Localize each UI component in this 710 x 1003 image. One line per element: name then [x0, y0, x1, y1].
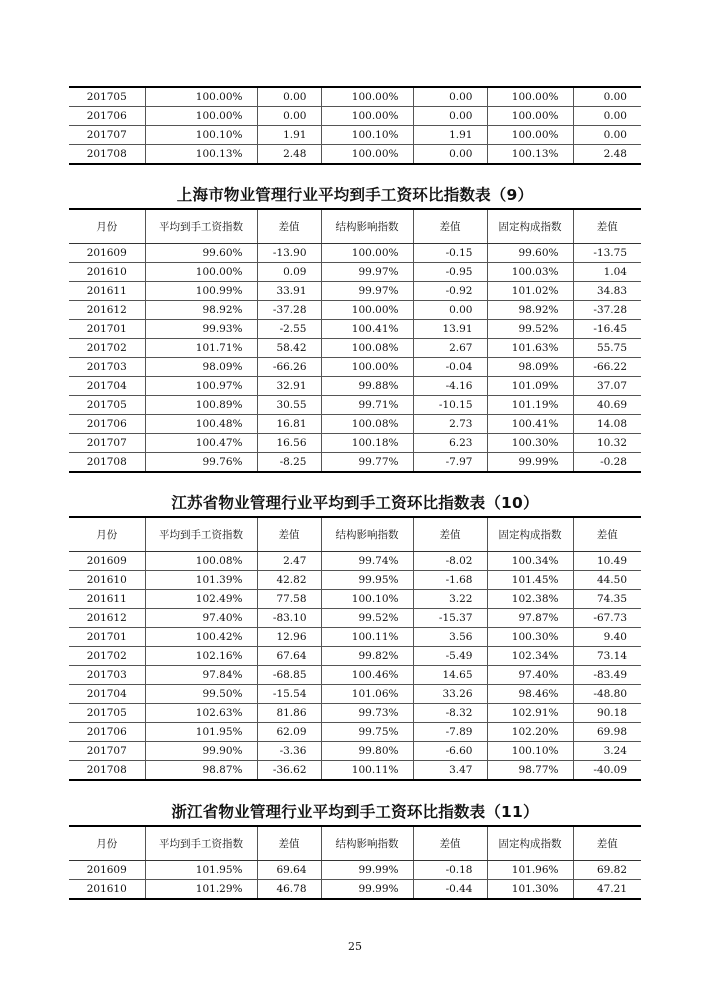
- value-cell: 3.56: [413, 628, 487, 647]
- value-cell: 99.99%: [487, 453, 573, 473]
- column-header: 固定构成指数: [487, 826, 573, 861]
- table-header-row: [69, 209, 641, 244]
- value-cell: 100.00%: [321, 107, 413, 126]
- table-row: [69, 339, 641, 358]
- value-cell: 10.49: [573, 552, 641, 571]
- column-header: 月份: [69, 209, 145, 244]
- value-cell: 99.90%: [145, 742, 257, 761]
- value-cell: 32.91: [257, 377, 321, 396]
- value-cell: 55.75: [573, 339, 641, 358]
- value-cell: -83.10: [257, 609, 321, 628]
- column-header: 差值: [257, 826, 321, 861]
- table-title: 上海市物业管理行业平均到手工资环比指数表（9）: [176, 186, 534, 204]
- value-cell: 99.80%: [321, 742, 413, 761]
- value-cell: 99.97%: [321, 282, 413, 301]
- table-row: [69, 453, 641, 473]
- table-title: 江苏省物业管理行业平均到手工资环比指数表（10）: [171, 494, 539, 512]
- value-cell: 100.99%: [145, 282, 257, 301]
- value-cell: 34.83: [573, 282, 641, 301]
- month-cell: 201701: [69, 628, 145, 647]
- column-header: 平均到手工资指数: [145, 209, 257, 244]
- value-cell: 97.87%: [487, 609, 573, 628]
- value-cell: -37.28: [573, 301, 641, 320]
- value-cell: 101.02%: [487, 282, 573, 301]
- value-cell: 99.77%: [321, 453, 413, 473]
- value-cell: -0.18: [413, 861, 487, 880]
- value-cell: 100.03%: [487, 263, 573, 282]
- value-cell: -2.55: [257, 320, 321, 339]
- value-cell: 98.77%: [487, 761, 573, 781]
- value-cell: 81.86: [257, 704, 321, 723]
- value-cell: 14.08: [573, 415, 641, 434]
- month-cell: 201610: [69, 263, 145, 282]
- value-cell: 99.99%: [321, 880, 413, 900]
- value-cell: 1.91: [413, 126, 487, 145]
- value-cell: 3.24: [573, 742, 641, 761]
- value-cell: 99.95%: [321, 571, 413, 590]
- value-cell: 100.10%: [321, 590, 413, 609]
- month-cell: 201707: [69, 742, 145, 761]
- value-cell: 100.13%: [487, 145, 573, 165]
- value-cell: 100.41%: [321, 320, 413, 339]
- value-cell: 99.60%: [487, 244, 573, 263]
- value-cell: 100.00%: [321, 358, 413, 377]
- month-cell: 201701: [69, 320, 145, 339]
- column-header: 差值: [413, 209, 487, 244]
- value-cell: 99.93%: [145, 320, 257, 339]
- table-row: [69, 861, 641, 880]
- column-header: 差值: [413, 517, 487, 552]
- table-row: [69, 358, 641, 377]
- value-cell: 2.47: [257, 552, 321, 571]
- value-cell: 100.30%: [487, 434, 573, 453]
- value-cell: -68.85: [257, 666, 321, 685]
- value-cell: 99.52%: [487, 320, 573, 339]
- value-cell: 99.52%: [321, 609, 413, 628]
- value-cell: 99.60%: [145, 244, 257, 263]
- value-cell: 0.00: [573, 126, 641, 145]
- table-header-row: [69, 517, 641, 552]
- value-cell: 100.10%: [145, 126, 257, 145]
- month-cell: 201704: [69, 377, 145, 396]
- value-cell: 99.73%: [321, 704, 413, 723]
- value-cell: 102.91%: [487, 704, 573, 723]
- column-header: 月份: [69, 826, 145, 861]
- value-cell: -5.49: [413, 647, 487, 666]
- value-cell: 0.00: [413, 107, 487, 126]
- value-cell: 0.00: [413, 87, 487, 107]
- column-header: 结构影响指数: [321, 517, 413, 552]
- value-cell: 100.34%: [487, 552, 573, 571]
- month-cell: 201708: [86, 456, 127, 468]
- value-cell: -0.95: [413, 263, 487, 282]
- column-header: 月份: [69, 517, 145, 552]
- value-cell: 101.95%: [145, 861, 257, 880]
- table-row: [69, 434, 641, 453]
- month-cell: 201706: [69, 723, 145, 742]
- value-cell: 100.08%: [145, 552, 257, 571]
- table-row: [69, 590, 641, 609]
- value-cell: 100.00%: [145, 107, 257, 126]
- column-header: 结构影响指数: [321, 209, 413, 244]
- value-cell: 100.10%: [321, 126, 413, 145]
- value-cell: 100.97%: [145, 377, 257, 396]
- column-header: 差值: [257, 209, 321, 244]
- value-cell: 3.22: [413, 590, 487, 609]
- value-cell: 33.26: [413, 685, 487, 704]
- value-cell: -15.37: [413, 609, 487, 628]
- value-cell: 14.65: [413, 666, 487, 685]
- month-cell: 201702: [69, 647, 145, 666]
- table-row: [69, 87, 641, 107]
- value-cell: 100.11%: [321, 761, 413, 781]
- month-cell: 201704: [69, 685, 145, 704]
- value-cell: 2.48: [573, 145, 641, 165]
- column-header: 固定构成指数: [487, 517, 573, 552]
- value-cell: -36.62: [257, 761, 321, 781]
- value-cell: -66.26: [257, 358, 321, 377]
- value-cell: 42.82: [257, 571, 321, 590]
- table-row: [69, 320, 641, 339]
- month-cell: 201706: [69, 415, 145, 434]
- value-cell: 101.45%: [487, 571, 573, 590]
- value-cell: 98.09%: [487, 358, 573, 377]
- month-cell: 201705: [69, 396, 145, 415]
- value-cell: 1.04: [573, 263, 641, 282]
- value-cell: -37.28: [257, 301, 321, 320]
- value-cell: 98.87%: [145, 761, 257, 781]
- value-cell: 101.71%: [145, 339, 257, 358]
- value-cell: 101.39%: [145, 571, 257, 590]
- value-cell: -16.45: [573, 320, 641, 339]
- value-cell: 30.55: [257, 396, 321, 415]
- value-cell: 73.14: [573, 647, 641, 666]
- table-row: [69, 145, 641, 165]
- value-cell: 101.29%: [145, 880, 257, 900]
- value-cell: 0.00: [257, 87, 321, 107]
- value-cell: 2.67: [413, 339, 487, 358]
- column-header: 差值: [573, 826, 641, 861]
- value-cell: 99.99%: [321, 861, 413, 880]
- value-cell: 100.00%: [145, 263, 257, 282]
- value-cell: -7.89: [413, 723, 487, 742]
- value-cell: 100.00%: [321, 244, 413, 263]
- value-cell: 102.38%: [487, 590, 573, 609]
- value-cell: 99.82%: [321, 647, 413, 666]
- value-cell: 0.09: [257, 263, 321, 282]
- value-cell: 58.42: [257, 339, 321, 358]
- table-row: [69, 301, 641, 320]
- month-cell: 201705: [69, 87, 145, 107]
- table-row: [69, 628, 641, 647]
- value-cell: 74.35: [573, 590, 641, 609]
- page-number: 25: [348, 940, 362, 953]
- month-cell: 201708: [86, 764, 127, 776]
- value-cell: 6.23: [413, 434, 487, 453]
- jiangsu-table-section: [69, 490, 641, 781]
- value-cell: 102.49%: [145, 590, 257, 609]
- value-cell: 10.32: [573, 434, 641, 453]
- value-cell: 102.16%: [145, 647, 257, 666]
- value-cell: -0.92: [413, 282, 487, 301]
- value-cell: 77.58: [257, 590, 321, 609]
- value-cell: 101.19%: [487, 396, 573, 415]
- continuation-table: [69, 86, 641, 165]
- value-cell: 16.81: [257, 415, 321, 434]
- table-row: [69, 704, 641, 723]
- table-row: [69, 880, 641, 900]
- value-cell: 69.82: [573, 861, 641, 880]
- value-cell: 100.00%: [145, 87, 257, 107]
- column-header: 差值: [573, 517, 641, 552]
- table-row: [69, 263, 641, 282]
- value-cell: 100.00%: [487, 126, 573, 145]
- column-header: 差值: [573, 209, 641, 244]
- value-cell: 100.11%: [321, 628, 413, 647]
- value-cell: 99.50%: [145, 685, 257, 704]
- value-cell: 99.74%: [321, 552, 413, 571]
- value-cell: 97.40%: [145, 609, 257, 628]
- table-header-row: [69, 826, 641, 861]
- value-cell: 100.00%: [487, 87, 573, 107]
- table-row: [69, 723, 641, 742]
- value-cell: 0.00: [573, 87, 641, 107]
- value-cell: -83.49: [573, 666, 641, 685]
- value-cell: 100.13%: [145, 145, 257, 165]
- value-cell: -10.15: [413, 396, 487, 415]
- table-row: [69, 647, 641, 666]
- continuation-table-section: [69, 86, 641, 165]
- value-cell: 100.00%: [487, 107, 573, 126]
- table-row: [69, 571, 641, 590]
- value-cell: 33.91: [257, 282, 321, 301]
- value-cell: 44.50: [573, 571, 641, 590]
- month-cell: 201707: [69, 126, 145, 145]
- month-cell: 201612: [69, 609, 145, 628]
- value-cell: 67.64: [257, 647, 321, 666]
- value-cell: 100.30%: [487, 628, 573, 647]
- value-cell: 102.20%: [487, 723, 573, 742]
- value-cell: 9.40: [573, 628, 641, 647]
- value-cell: -3.36: [257, 742, 321, 761]
- value-cell: -7.97: [413, 453, 487, 473]
- month-cell: 201702: [69, 339, 145, 358]
- month-cell: 201609: [69, 244, 145, 263]
- value-cell: 62.09: [257, 723, 321, 742]
- column-header: 结构影响指数: [321, 826, 413, 861]
- value-cell: 100.00%: [321, 301, 413, 320]
- table-title: 浙江省物业管理行业平均到手工资环比指数表（11）: [171, 803, 539, 821]
- value-cell: 12.96: [257, 628, 321, 647]
- table-row: [69, 396, 641, 415]
- value-cell: 69.98: [573, 723, 641, 742]
- value-cell: 0.00: [413, 301, 487, 320]
- value-cell: 100.41%: [487, 415, 573, 434]
- value-cell: 13.91: [413, 320, 487, 339]
- value-cell: 37.07: [573, 377, 641, 396]
- value-cell: -13.90: [257, 244, 321, 263]
- table-row: [69, 609, 641, 628]
- value-cell: 99.75%: [321, 723, 413, 742]
- value-cell: -4.16: [413, 377, 487, 396]
- jiangsu-index-table: [69, 516, 641, 781]
- value-cell: -67.73: [573, 609, 641, 628]
- value-cell: -6.60: [413, 742, 487, 761]
- value-cell: 99.76%: [145, 453, 257, 473]
- value-cell: 99.88%: [321, 377, 413, 396]
- value-cell: 100.42%: [145, 628, 257, 647]
- table-row: [69, 666, 641, 685]
- column-header: 平均到手工资指数: [145, 826, 257, 861]
- month-cell: 201611: [69, 282, 145, 301]
- shanghai-index-table: [69, 208, 641, 473]
- month-cell: 201610: [69, 571, 145, 590]
- month-cell: 201611: [69, 590, 145, 609]
- value-cell: 2.73: [413, 415, 487, 434]
- month-cell: 201612: [69, 301, 145, 320]
- value-cell: 98.92%: [145, 301, 257, 320]
- zhejiang-table-section: [69, 799, 641, 900]
- value-cell: -0.04: [413, 358, 487, 377]
- value-cell: 100.10%: [487, 742, 573, 761]
- value-cell: 101.63%: [487, 339, 573, 358]
- value-cell: 100.08%: [321, 415, 413, 434]
- table-row: [69, 552, 641, 571]
- month-cell: 201706: [69, 107, 145, 126]
- value-cell: 0.00: [413, 145, 487, 165]
- value-cell: 99.71%: [321, 396, 413, 415]
- table-row: [69, 761, 641, 781]
- value-cell: -0.15: [413, 244, 487, 263]
- value-cell: 101.96%: [487, 861, 573, 880]
- value-cell: 3.47: [413, 761, 487, 781]
- value-cell: 98.46%: [487, 685, 573, 704]
- value-cell: 101.30%: [487, 880, 573, 900]
- value-cell: 1.91: [257, 126, 321, 145]
- value-cell: 0.00: [573, 107, 641, 126]
- shanghai-table-section: [69, 182, 641, 473]
- value-cell: 100.89%: [145, 396, 257, 415]
- value-cell: -13.75: [573, 244, 641, 263]
- value-cell: 100.46%: [321, 666, 413, 685]
- value-cell: -66.22: [573, 358, 641, 377]
- value-cell: -8.32: [413, 704, 487, 723]
- value-cell: -8.25: [257, 453, 321, 473]
- value-cell: 90.18: [573, 704, 641, 723]
- table-row: [69, 282, 641, 301]
- zhejiang-index-table: [69, 825, 641, 900]
- value-cell: -1.68: [413, 571, 487, 590]
- table-row: [69, 126, 641, 145]
- column-header: 平均到手工资指数: [145, 517, 257, 552]
- month-cell: 201705: [69, 704, 145, 723]
- value-cell: 40.69: [573, 396, 641, 415]
- value-cell: 100.00%: [321, 87, 413, 107]
- month-cell: 201609: [69, 861, 145, 880]
- value-cell: 47.21: [573, 880, 641, 900]
- value-cell: 69.64: [257, 861, 321, 880]
- table-row: [69, 244, 641, 263]
- value-cell: 101.06%: [321, 685, 413, 704]
- table-row: [69, 742, 641, 761]
- value-cell: 102.34%: [487, 647, 573, 666]
- value-cell: 16.56: [257, 434, 321, 453]
- value-cell: -8.02: [413, 552, 487, 571]
- value-cell: -0.44: [413, 880, 487, 900]
- month-cell: 201703: [69, 666, 145, 685]
- value-cell: 98.92%: [487, 301, 573, 320]
- column-header: 固定构成指数: [487, 209, 573, 244]
- value-cell: 100.00%: [321, 145, 413, 165]
- value-cell: -0.28: [573, 453, 641, 473]
- table-row: [69, 377, 641, 396]
- value-cell: 101.09%: [487, 377, 573, 396]
- value-cell: 97.84%: [145, 666, 257, 685]
- value-cell: 100.48%: [145, 415, 257, 434]
- value-cell: 102.63%: [145, 704, 257, 723]
- value-cell: -48.80: [573, 685, 641, 704]
- month-cell: 201703: [69, 358, 145, 377]
- table-row: [69, 107, 641, 126]
- month-cell: 201609: [69, 552, 145, 571]
- value-cell: 2.48: [257, 145, 321, 165]
- value-cell: 100.47%: [145, 434, 257, 453]
- column-header: 差值: [413, 826, 487, 861]
- value-cell: 99.97%: [321, 263, 413, 282]
- month-cell: 201708: [86, 148, 127, 160]
- value-cell: 100.18%: [321, 434, 413, 453]
- value-cell: -40.09: [573, 761, 641, 781]
- month-cell: 201707: [69, 434, 145, 453]
- value-cell: 100.08%: [321, 339, 413, 358]
- value-cell: 0.00: [257, 107, 321, 126]
- table-row: [69, 415, 641, 434]
- column-header: 差值: [257, 517, 321, 552]
- value-cell: 98.09%: [145, 358, 257, 377]
- value-cell: 101.95%: [145, 723, 257, 742]
- value-cell: -15.54: [257, 685, 321, 704]
- value-cell: 97.40%: [487, 666, 573, 685]
- table-row: [69, 685, 641, 704]
- month-cell: 201610: [86, 883, 127, 895]
- value-cell: 46.78: [257, 880, 321, 900]
